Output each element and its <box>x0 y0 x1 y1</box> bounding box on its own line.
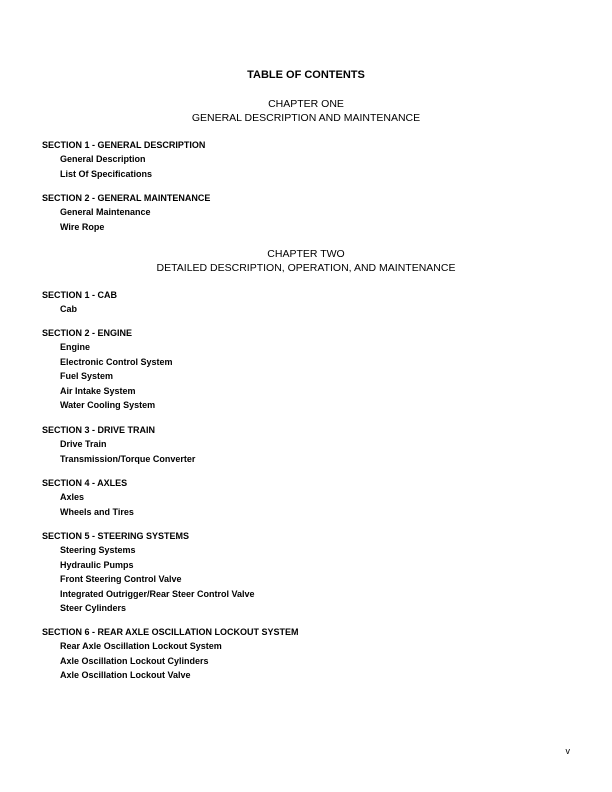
chapter-title: GENERAL DESCRIPTION AND MAINTENANCE <box>191 112 421 124</box>
toc-entry[interactable]: Drive Train <box>60 439 107 449</box>
chapter-number: CHAPTER TWO <box>267 248 345 260</box>
toc-entry[interactable]: Axles <box>60 492 85 502</box>
page-title: TABLE OF CONTENTS <box>247 69 365 81</box>
toc-entry[interactable]: Wheels and Tires <box>60 506 134 517</box>
section-heading[interactable]: SECTION 3 - DRIVE TRAIN <box>42 425 156 435</box>
toc-entry[interactable]: Steering Systems <box>60 545 136 555</box>
toc-entry[interactable]: Steer Cylinders <box>60 603 127 614</box>
chapter-two-header <box>0 247 612 275</box>
toc-entry[interactable]: Axle Oscillation Lockout Valve <box>60 670 191 681</box>
toc-section <box>42 192 562 234</box>
toc-entry[interactable]: Integrated Outrigger/Rear Steer Control Valve <box>60 588 255 599</box>
toc-entry[interactable]: Transmission/Torque Converter <box>60 453 196 464</box>
section-heading[interactable]: SECTION 4 - AXLES <box>42 478 128 488</box>
toc-section <box>42 289 562 317</box>
toc-entry[interactable]: General Description <box>60 154 146 164</box>
section-heading[interactable]: SECTION 5 - STEERING SYSTEMS <box>42 531 190 541</box>
section-heading[interactable]: SECTION 6 - REAR AXLE OSCILLATION LOCKOUT SYSTEM <box>42 627 299 637</box>
toc-entry[interactable]: Axle Oscillation Lockout Cylinders <box>60 655 209 666</box>
toc-entry[interactable]: Rear Axle Oscillation Lockout System <box>60 641 222 651</box>
toc-section <box>42 477 562 519</box>
toc-entry[interactable]: Hydraulic Pumps <box>60 559 134 570</box>
toc-entry[interactable]: List Of Specifications <box>60 168 153 179</box>
toc-entry[interactable]: Wire Rope <box>60 221 105 232</box>
toc-entry[interactable]: Cab <box>60 304 78 314</box>
toc-section <box>42 327 562 413</box>
toc-section <box>42 139 562 181</box>
toc-entry[interactable]: Water Cooling System <box>60 400 156 411</box>
section-heading[interactable]: SECTION 2 - ENGINE <box>42 328 133 338</box>
chapter-title: DETAILED DESCRIPTION, OPERATION, AND MAINTENANCE <box>156 262 456 274</box>
toc-section <box>42 424 562 466</box>
page-number: v <box>565 746 570 756</box>
toc-section <box>42 530 562 616</box>
chapter-one-header <box>0 97 612 125</box>
toc-entry[interactable]: Fuel System <box>60 371 114 382</box>
toc-section <box>42 626 562 683</box>
section-heading[interactable]: SECTION 1 - GENERAL DESCRIPTION <box>42 140 206 150</box>
toc-entry[interactable]: General Maintenance <box>60 207 151 217</box>
toc-entry[interactable]: Electronic Control System <box>60 356 173 367</box>
toc-entry[interactable]: Air Intake System <box>60 385 136 396</box>
toc-entry[interactable]: Engine <box>60 342 91 352</box>
toc-entry[interactable]: Front Steering Control Valve <box>60 574 182 585</box>
chapter-number: CHAPTER ONE <box>268 98 344 110</box>
section-heading[interactable]: SECTION 2 - GENERAL MAINTENANCE <box>42 193 211 203</box>
section-heading[interactable]: SECTION 1 - CAB <box>42 290 118 300</box>
